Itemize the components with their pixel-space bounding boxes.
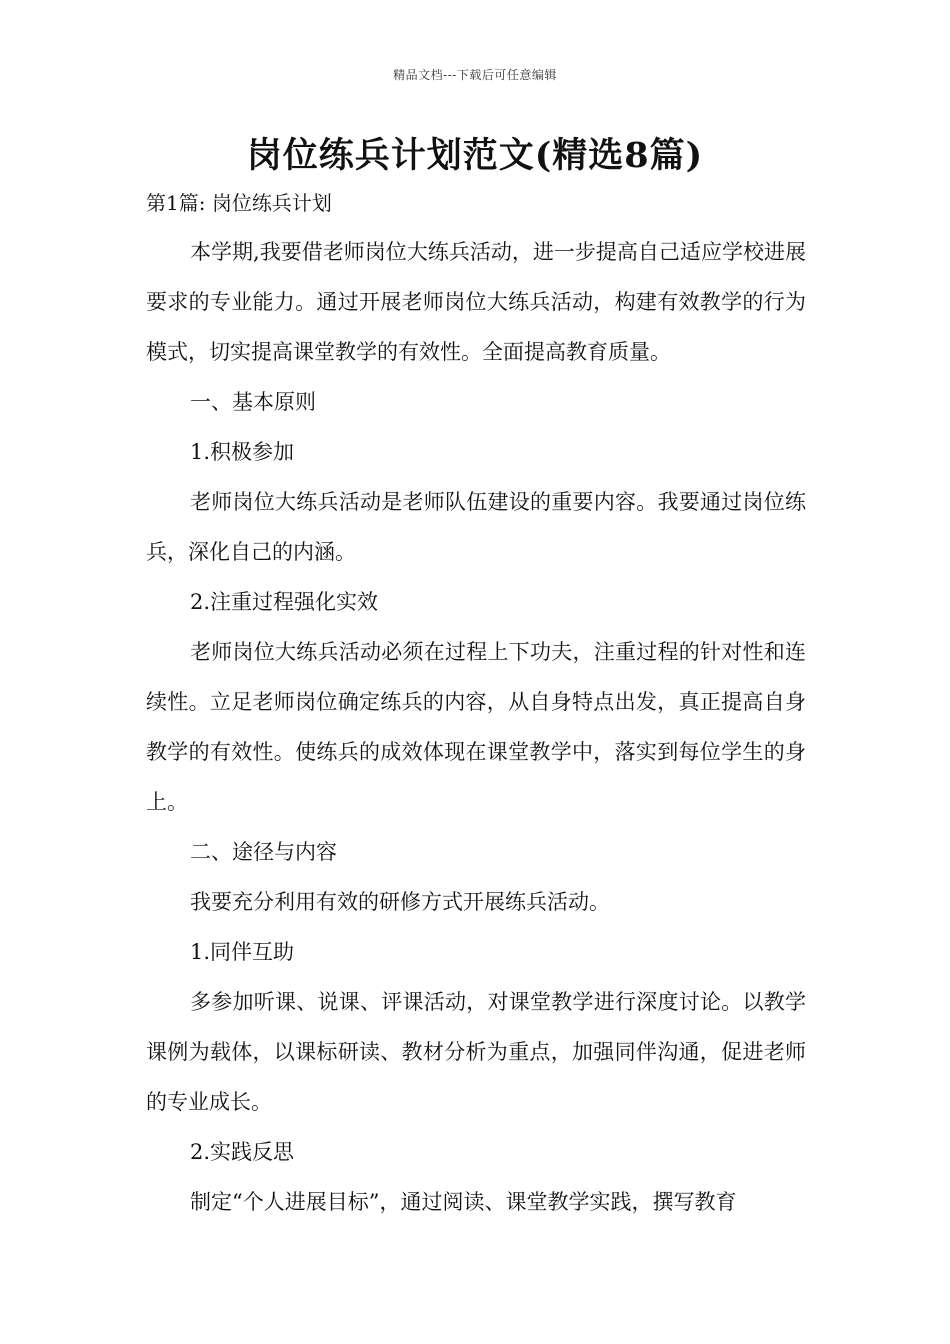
- subheading-practice-reflection: 2.实践反思: [190, 1140, 295, 1164]
- heading-methods-content: 二、途径与内容: [190, 840, 337, 864]
- paragraph-participation: 老师岗位大练兵活动是老师队伍建设的重要内容。我要通过岗位练兵，深化自己的内涵。: [146, 490, 806, 564]
- subheading-active-participation: 1.积极参加: [190, 440, 295, 464]
- subheading-peer-support: 1.同伴互助: [190, 940, 295, 964]
- document-title: 岗位练兵计划范文(精选8篇): [246, 135, 704, 176]
- paragraph-peer-support: 多参加听课、说课、评课活动，对课堂教学进行深度讨论。以教学课例为载体，以课标研读、教材分析为重点，加强同伴沟通，促进老师的专业成长。: [146, 990, 806, 1114]
- page-header-note: 精品文档---下载后可任意编辑: [393, 68, 557, 82]
- section-title: 第1篇: 岗位练兵计划: [146, 191, 332, 215]
- document-body: [146, 227, 806, 1227]
- paragraph-methods: 我要充分利用有效的研修方式开展练兵活动。: [190, 890, 610, 914]
- subheading-process-focus: 2.注重过程强化实效: [190, 590, 379, 614]
- heading-basic-principles: 一、基本原则: [190, 390, 316, 414]
- paragraph-intro: 本学期,我要借老师岗位大练兵活动，进一步提高自己适应学校进展要求的专业能力。通过开展老师岗位大练兵活动，构建有效教学的行为模式，切实提高课堂教学的有效性。全面提高教育质量。: [146, 240, 806, 364]
- paragraph-process: 老师岗位大练兵活动必须在过程上下功夫，注重过程的针对性和连续性。立足老师岗位确定练兵的内容，从自身特点出发，真正提高自身教学的有效性。使练兵的成效体现在课堂教学中，落实到每位学生的身上。: [146, 640, 806, 814]
- paragraph-practice-reflection: 制定“个人进展目标”，通过阅读、课堂教学实践，撰写教育: [190, 1190, 737, 1214]
